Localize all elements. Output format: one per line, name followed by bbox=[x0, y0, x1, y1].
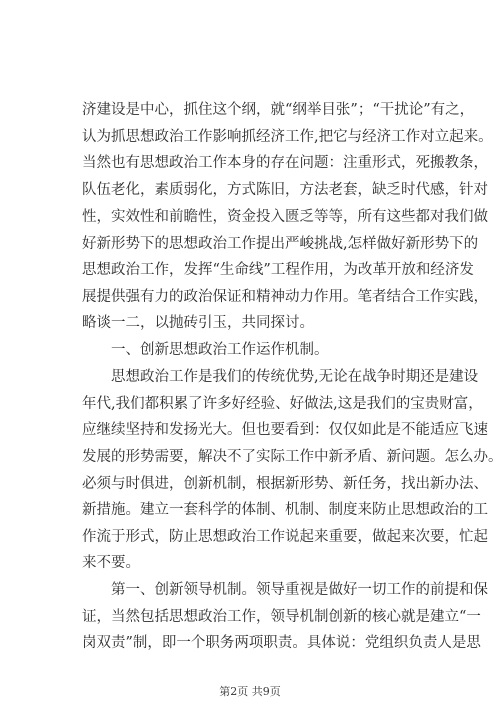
body-text-line: 思想政治工作是我们的传统优势,无论在战争时期还是建设 bbox=[82, 369, 479, 385]
body-text-line: 来不要。 bbox=[82, 555, 140, 571]
body-text-line: 队伍老化，素质弱化，方式陈旧，方法老套，缺乏时代感，针对 bbox=[82, 182, 488, 198]
body-text-line: 作流于形式，防止思想政治工作说起来重要，做起来次要，忙起 bbox=[82, 529, 488, 545]
body-text-line: 当然也有思想政治工作本身的存在问题：注重形式，死搬教条， bbox=[82, 155, 488, 171]
body-text-line: 展提供强有力的政治保证和精神动力作用。笔者结合工作实践， bbox=[82, 289, 488, 305]
body-text-line: 新措施。建立一套科学的体制、机制、制度来防止思想政治的工 bbox=[82, 502, 488, 518]
body-text-line: 第一、创新领导机制。领导重视是做好一切工作的前提和保 bbox=[82, 582, 488, 598]
body-text-line: 证，当然包括思想政治工作，领导机制创新的核心就是建立“一 bbox=[82, 609, 481, 625]
body-text-line: 年代,我们都积累了许多好经验、好做法,这是我们的宝贵财富， bbox=[82, 396, 483, 412]
body-text-line: 发展的形势需要，解决不了实际工作中新矛盾、新问题。怎么办。 bbox=[82, 449, 503, 465]
body-text-line: 应继续坚持和发扬光大。但也要看到：仅仅如此是不能适应飞速 bbox=[82, 422, 488, 438]
body-text-line: 好新形势下的思想政治工作提出严峻挑战,怎样做好新形势下的 bbox=[82, 236, 479, 252]
section-heading: 一、创新思想政治工作运作机制。 bbox=[82, 342, 329, 358]
body-text-line: 认为抓思想政治工作影响抓经济工作,把它与经济工作对立起来。 bbox=[82, 129, 493, 145]
body-text-line: 思想政治工作，发挥“生命线”工程作用，为改革开放和经济发 bbox=[82, 262, 474, 278]
body-text-line: 岗双责”制，即一个职务两项职责。具体说：党组织负责人是思 bbox=[82, 635, 481, 651]
body-text-line: 性，实效性和前瞻性，资金投入匮乏等等，所有这些都对我们做 bbox=[82, 209, 488, 225]
body-text-line: 略谈一二，以抛砖引玉，共同探讨。 bbox=[82, 315, 314, 331]
body-text-line: 济建设是中心，抓住这个纲，就“纲举目张”；“干扰论”有之， bbox=[82, 102, 475, 118]
page-number-footer: 第2页 共9页 bbox=[219, 685, 281, 698]
body-text-line: 必须与时俱进，创新机制，根据新形势、新任务，找出新办法、 bbox=[82, 476, 488, 492]
